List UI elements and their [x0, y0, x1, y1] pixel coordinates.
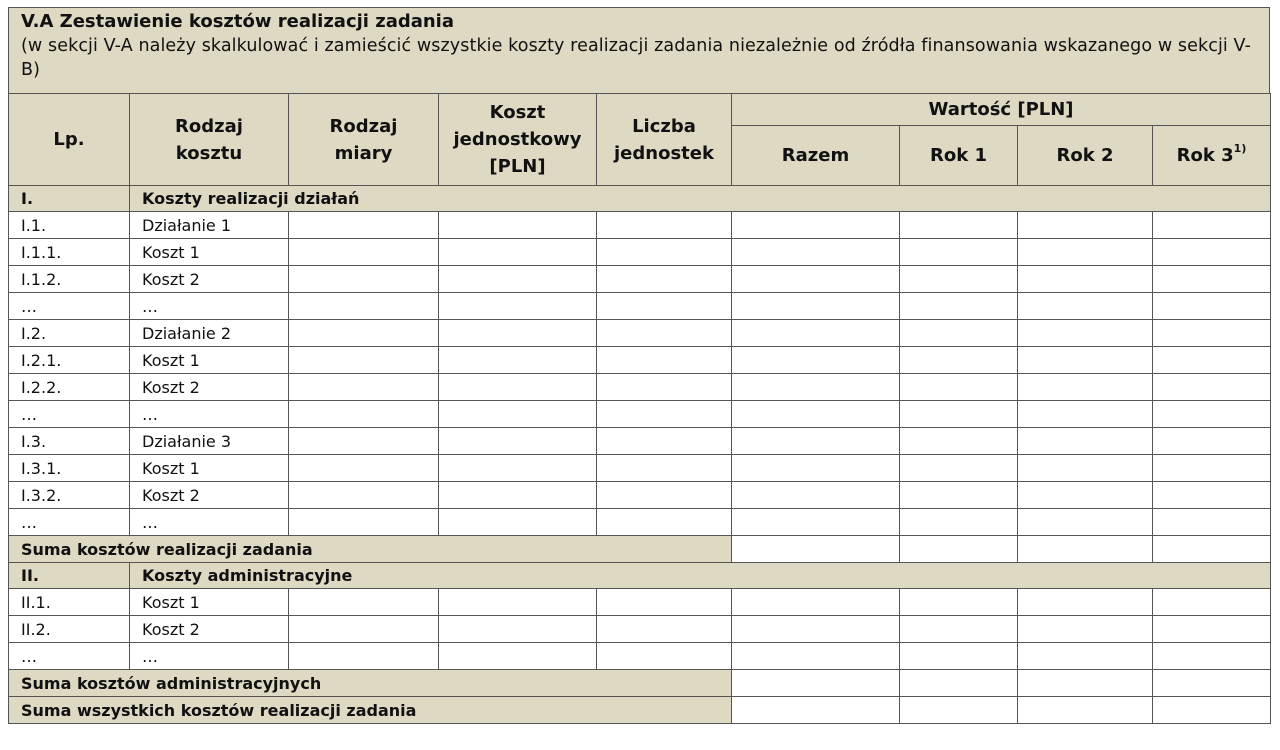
cell-rok2[interactable] — [1018, 293, 1153, 320]
cell-rok3[interactable] — [1153, 347, 1271, 374]
cell-rok2[interactable] — [1018, 697, 1153, 724]
cell-razem[interactable] — [732, 509, 900, 536]
cell-liczba-jednostek[interactable] — [597, 266, 732, 293]
cell-razem[interactable] — [732, 589, 900, 616]
cell-razem[interactable] — [732, 293, 900, 320]
table-row — [9, 347, 1271, 374]
header-rok3 — [1153, 126, 1271, 186]
sum-row-administracyjnych — [9, 670, 1271, 697]
cell-koszt-jednostkowy[interactable] — [439, 482, 597, 509]
section-lp: I. — [9, 186, 130, 212]
row-lp: … — [9, 293, 130, 320]
cell-rok2[interactable] — [1018, 536, 1153, 563]
cell-koszt-jednostkowy[interactable] — [439, 455, 597, 482]
cell-rodzaj-miary[interactable] — [289, 239, 439, 266]
row-cost-name: Działanie 2 — [130, 320, 289, 347]
row-cost-name: Koszt 1 — [130, 347, 289, 374]
cell-razem[interactable] — [732, 428, 900, 455]
cell-rok3[interactable] — [1153, 670, 1271, 697]
section-subtitle: (w sekcji V-A należy skalkulować i zamieścić wszystkie koszty realizacji zadania niezależnie od źródła finansowania wskazanego w sekcji V-B) — [21, 36, 1251, 80]
cell-koszt-jednostkowy[interactable] — [439, 401, 597, 428]
cell-rok3[interactable] — [1153, 536, 1271, 563]
cell-koszt-jednostkowy[interactable] — [439, 320, 597, 347]
row-cost-name: Koszt 1 — [130, 455, 289, 482]
header-rok2: Rok 2 — [1018, 126, 1153, 186]
sum-label: Suma kosztów realizacji zadania — [9, 536, 732, 563]
cell-liczba-jednostek[interactable] — [597, 239, 732, 266]
row-cost-name: … — [130, 643, 289, 670]
section-lp: II. — [9, 563, 130, 589]
header-rok3-footnote: 1) — [1233, 142, 1247, 155]
cell-rok1[interactable] — [900, 589, 1018, 616]
cell-rok1[interactable] — [900, 374, 1018, 401]
header-liczba-jednostek: Liczba jednostek — [597, 94, 732, 186]
row-lp: I.2. — [9, 320, 130, 347]
cell-liczba-jednostek[interactable] — [597, 347, 732, 374]
cell-rok2[interactable] — [1018, 482, 1153, 509]
cell-liczba-jednostek[interactable] — [597, 482, 732, 509]
cell-razem[interactable] — [732, 616, 900, 643]
section-label: Koszty administracyjne — [130, 563, 1271, 589]
sum-label: Suma wszystkich kosztów realizacji zadania — [9, 697, 732, 724]
cell-rok3[interactable] — [1153, 212, 1271, 239]
cell-koszt-jednostkowy[interactable] — [439, 293, 597, 320]
table-row — [9, 212, 1271, 239]
cell-rok1[interactable] — [900, 643, 1018, 670]
row-lp: I.1.2. — [9, 266, 130, 293]
cell-rok1[interactable] — [900, 670, 1018, 697]
cell-razem[interactable] — [732, 643, 900, 670]
row-cost-name: Koszt 1 — [130, 589, 289, 616]
cell-razem[interactable] — [732, 455, 900, 482]
row-cost-name: Koszt 2 — [130, 482, 289, 509]
section-row-1 — [9, 186, 1271, 212]
cell-rok2[interactable] — [1018, 347, 1153, 374]
row-lp: II.1. — [9, 589, 130, 616]
row-lp: I.1. — [9, 212, 130, 239]
table-row — [9, 616, 1271, 643]
row-lp: II.2. — [9, 616, 130, 643]
row-lp: … — [9, 509, 130, 536]
row-cost-name: … — [130, 509, 289, 536]
header-rok1: Rok 1 — [900, 126, 1018, 186]
cell-rodzaj-miary[interactable] — [289, 293, 439, 320]
cell-rok1[interactable] — [900, 616, 1018, 643]
cell-koszt-jednostkowy[interactable] — [439, 643, 597, 670]
cell-rok3[interactable] — [1153, 455, 1271, 482]
header-rodzaj-miary: Rodzaj miary — [289, 94, 439, 186]
row-cost-name: Koszt 2 — [130, 616, 289, 643]
cell-rodzaj-miary[interactable] — [289, 509, 439, 536]
cost-table — [8, 93, 1271, 724]
cell-rodzaj-miary[interactable] — [289, 482, 439, 509]
cell-rok2[interactable] — [1018, 643, 1153, 670]
table-row — [9, 293, 1271, 320]
cell-rok1[interactable] — [900, 536, 1018, 563]
cell-rok2[interactable] — [1018, 266, 1153, 293]
cell-koszt-jednostkowy[interactable] — [439, 239, 597, 266]
cell-rok3[interactable] — [1153, 697, 1271, 724]
cell-rok2[interactable] — [1018, 428, 1153, 455]
cell-rok3[interactable] — [1153, 616, 1271, 643]
cell-rodzaj-miary[interactable] — [289, 266, 439, 293]
cell-rok3[interactable] — [1153, 428, 1271, 455]
cell-razem[interactable] — [732, 239, 900, 266]
cell-rok1[interactable] — [900, 320, 1018, 347]
row-cost-name: Koszt 2 — [130, 266, 289, 293]
cell-rok1[interactable] — [900, 455, 1018, 482]
cell-rodzaj-miary[interactable] — [289, 643, 439, 670]
cell-razem[interactable] — [732, 670, 900, 697]
cell-rok1[interactable] — [900, 482, 1018, 509]
cell-rok2[interactable] — [1018, 589, 1153, 616]
cell-rok3[interactable] — [1153, 589, 1271, 616]
row-lp: I.3.1. — [9, 455, 130, 482]
cell-rodzaj-miary[interactable] — [289, 374, 439, 401]
cell-rodzaj-miary[interactable] — [289, 428, 439, 455]
cell-koszt-jednostkowy[interactable] — [439, 212, 597, 239]
cell-koszt-jednostkowy[interactable] — [439, 616, 597, 643]
cell-rok3[interactable] — [1153, 239, 1271, 266]
cell-rok3[interactable] — [1153, 320, 1271, 347]
header-wartosc: Wartość [PLN] — [732, 94, 1271, 126]
cell-liczba-jednostek[interactable] — [597, 509, 732, 536]
cell-liczba-jednostek[interactable] — [597, 293, 732, 320]
cell-liczba-jednostek[interactable] — [597, 643, 732, 670]
cell-rok1[interactable] — [900, 266, 1018, 293]
table-row — [9, 643, 1271, 670]
cell-koszt-jednostkowy[interactable] — [439, 428, 597, 455]
cell-rodzaj-miary[interactable] — [289, 616, 439, 643]
cell-rok3[interactable] — [1153, 401, 1271, 428]
cell-liczba-jednostek[interactable] — [597, 401, 732, 428]
cell-rok1[interactable] — [900, 212, 1018, 239]
header-rok3-label: Rok 3 — [1176, 145, 1234, 166]
cell-koszt-jednostkowy[interactable] — [439, 266, 597, 293]
row-lp: I.3.2. — [9, 482, 130, 509]
table-row — [9, 428, 1271, 455]
cell-razem[interactable] — [732, 374, 900, 401]
cost-summary-document — [8, 7, 1270, 724]
cell-liczba-jednostek[interactable] — [597, 455, 732, 482]
row-lp: I.3. — [9, 428, 130, 455]
table-row — [9, 455, 1271, 482]
cell-rok2[interactable] — [1018, 670, 1153, 697]
header-rodzaj-kosztu: Rodzaj kosztu — [130, 94, 289, 186]
sum-row-realizacji — [9, 536, 1271, 563]
cell-rok3[interactable] — [1153, 509, 1271, 536]
section-header — [8, 7, 1270, 93]
cell-rok3[interactable] — [1153, 374, 1271, 401]
row-cost-name: … — [130, 293, 289, 320]
cell-rodzaj-miary[interactable] — [289, 347, 439, 374]
cell-rok2[interactable] — [1018, 401, 1153, 428]
sum-label: Suma kosztów administracyjnych — [9, 670, 732, 697]
section-row-2 — [9, 563, 1271, 589]
cell-liczba-jednostek[interactable] — [597, 212, 732, 239]
cell-rok2[interactable] — [1018, 455, 1153, 482]
cell-razem[interactable] — [732, 212, 900, 239]
cell-rok3[interactable] — [1153, 643, 1271, 670]
row-lp: … — [9, 643, 130, 670]
table-row — [9, 239, 1271, 266]
row-lp: I.2.2. — [9, 374, 130, 401]
row-cost-name: … — [130, 401, 289, 428]
cell-koszt-jednostkowy[interactable] — [439, 347, 597, 374]
cell-rok3[interactable] — [1153, 266, 1271, 293]
cell-rodzaj-miary[interactable] — [289, 320, 439, 347]
cell-rok2[interactable] — [1018, 212, 1153, 239]
cell-liczba-jednostek[interactable] — [597, 616, 732, 643]
cell-rok1[interactable] — [900, 428, 1018, 455]
cell-rok3[interactable] — [1153, 293, 1271, 320]
cell-rok2[interactable] — [1018, 509, 1153, 536]
cell-liczba-jednostek[interactable] — [597, 374, 732, 401]
cell-rok3[interactable] — [1153, 482, 1271, 509]
cell-rok1[interactable] — [900, 697, 1018, 724]
cell-razem[interactable] — [732, 536, 900, 563]
table-row — [9, 509, 1271, 536]
cell-liczba-jednostek[interactable] — [597, 428, 732, 455]
cell-razem[interactable] — [732, 266, 900, 293]
cell-rok1[interactable] — [900, 239, 1018, 266]
cell-razem[interactable] — [732, 401, 900, 428]
table-row — [9, 374, 1271, 401]
cell-liczba-jednostek[interactable] — [597, 589, 732, 616]
section-label: Koszty realizacji działań — [130, 186, 1271, 212]
cell-razem[interactable] — [732, 320, 900, 347]
row-cost-name: Działanie 1 — [130, 212, 289, 239]
cell-razem[interactable] — [732, 697, 900, 724]
cell-razem[interactable] — [732, 347, 900, 374]
header-lp: Lp. — [9, 94, 130, 186]
cell-rok2[interactable] — [1018, 374, 1153, 401]
row-lp: … — [9, 401, 130, 428]
cell-rodzaj-miary[interactable] — [289, 589, 439, 616]
row-cost-name: Działanie 3 — [130, 428, 289, 455]
cell-liczba-jednostek[interactable] — [597, 320, 732, 347]
cell-rok2[interactable] — [1018, 320, 1153, 347]
cell-koszt-jednostkowy[interactable] — [439, 374, 597, 401]
table-row — [9, 589, 1271, 616]
cell-rok2[interactable] — [1018, 616, 1153, 643]
row-lp: I.1.1. — [9, 239, 130, 266]
table-row — [9, 266, 1271, 293]
cell-rodzaj-miary[interactable] — [289, 401, 439, 428]
cell-koszt-jednostkowy[interactable] — [439, 589, 597, 616]
cell-rok2[interactable] — [1018, 239, 1153, 266]
header-razem: Razem — [732, 126, 900, 186]
cell-razem[interactable] — [732, 482, 900, 509]
sum-row-wszystkich — [9, 697, 1271, 724]
cell-rok1[interactable] — [900, 347, 1018, 374]
row-lp: I.2.1. — [9, 347, 130, 374]
cell-rodzaj-miary[interactable] — [289, 212, 439, 239]
cell-rodzaj-miary[interactable] — [289, 455, 439, 482]
cell-rok1[interactable] — [900, 293, 1018, 320]
section-title: V.A Zestawienie kosztów realizacji zadania — [21, 11, 455, 32]
header-koszt-jednostkowy: Koszt jednostkowy [PLN] — [439, 94, 597, 186]
table-row — [9, 482, 1271, 509]
row-cost-name: Koszt 1 — [130, 239, 289, 266]
cell-koszt-jednostkowy[interactable] — [439, 509, 597, 536]
table-row — [9, 320, 1271, 347]
table-row — [9, 401, 1271, 428]
cell-rok1[interactable] — [900, 401, 1018, 428]
row-cost-name: Koszt 2 — [130, 374, 289, 401]
cell-rok1[interactable] — [900, 509, 1018, 536]
